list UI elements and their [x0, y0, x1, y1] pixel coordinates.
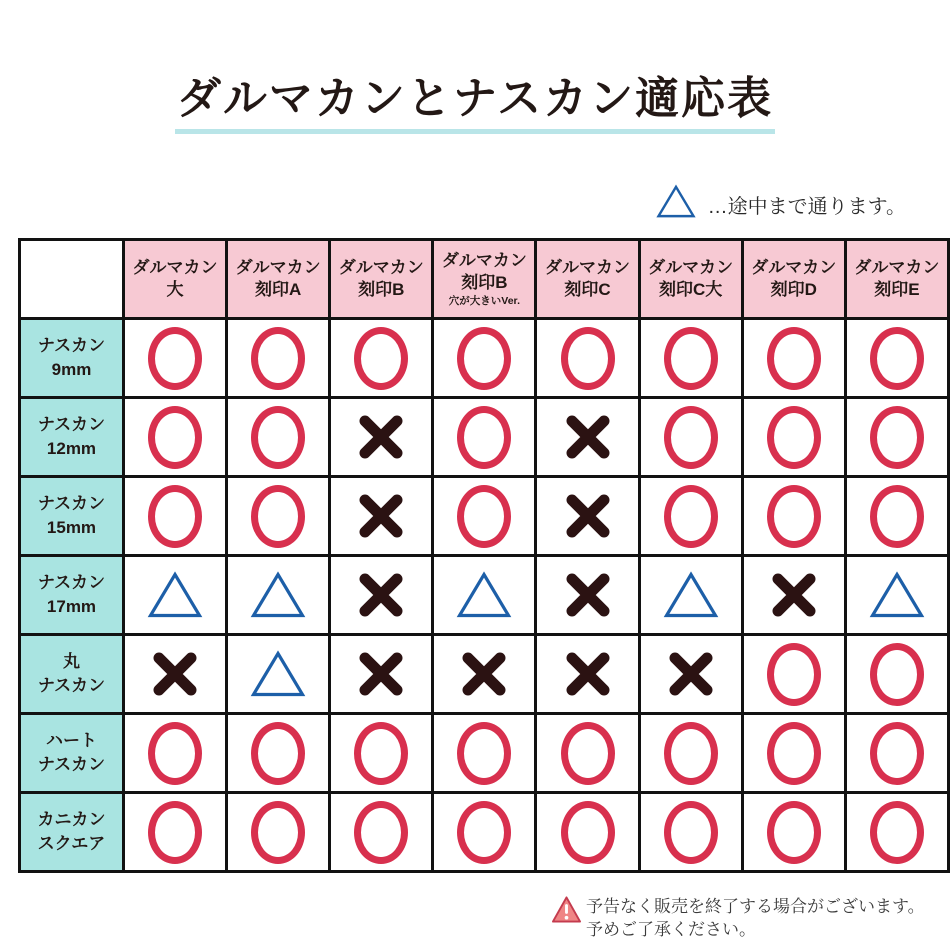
cell-triangle: [227, 635, 330, 714]
triangle-symbol: [250, 571, 306, 619]
cross-symbol: [147, 646, 203, 702]
cell-circle: [330, 793, 433, 872]
cross-symbol: [560, 488, 616, 544]
circle-symbol: [767, 406, 821, 469]
circle-symbol: [251, 801, 305, 864]
cross-symbol: [766, 567, 822, 623]
row-header: ナスカン 17mm: [20, 556, 124, 635]
row-header: ハート ナスカン: [20, 714, 124, 793]
cell-circle: [742, 714, 845, 793]
circle-symbol: [767, 485, 821, 548]
circle-symbol: [148, 406, 202, 469]
footer-text: [586, 895, 925, 942]
circle-symbol: [148, 801, 202, 864]
cell-triangle: [227, 556, 330, 635]
footer-line1: 予告なく販売を終了する場合がございます。: [586, 897, 925, 916]
cell-cross: [639, 635, 742, 714]
circle-symbol: [354, 722, 408, 785]
row-header: ナスカン 15mm: [20, 477, 124, 556]
circle-symbol: [354, 327, 408, 390]
cross-symbol: [560, 567, 616, 623]
circle-symbol: [561, 801, 615, 864]
cell-circle: [845, 477, 948, 556]
cell-cross: [536, 556, 639, 635]
cell-cross: [433, 635, 536, 714]
cell-circle: [123, 793, 226, 872]
circle-symbol: [251, 722, 305, 785]
cell-circle: [536, 319, 639, 398]
cell-circle: [123, 398, 226, 477]
cell-circle: [433, 398, 536, 477]
cell-circle: [845, 714, 948, 793]
circle-symbol: [148, 722, 202, 785]
cell-circle: [742, 398, 845, 477]
circle-symbol: [457, 801, 511, 864]
column-header: ダルマカン 刻印A: [227, 240, 330, 319]
cross-symbol: [560, 646, 616, 702]
cell-circle: [227, 714, 330, 793]
column-header: ダルマカン 刻印B: [330, 240, 433, 319]
cell-circle: [536, 714, 639, 793]
table-row: [20, 714, 949, 793]
circle-symbol: [664, 485, 718, 548]
cell-circle: [123, 714, 226, 793]
cell-circle: [639, 398, 742, 477]
warning-icon: [551, 895, 582, 929]
cell-circle: [639, 793, 742, 872]
cell-circle: [742, 635, 845, 714]
circle-symbol: [457, 406, 511, 469]
row-header: ナスカン 9mm: [20, 319, 124, 398]
corner-cell: [20, 240, 124, 319]
row-header: ナスカン 12mm: [20, 398, 124, 477]
cell-circle: [227, 398, 330, 477]
table-row: [20, 319, 949, 398]
cell-circle: [639, 714, 742, 793]
cross-symbol: [663, 646, 719, 702]
footer-line2: 予めご了承ください。: [586, 920, 756, 940]
circle-symbol: [664, 801, 718, 864]
cell-circle: [433, 319, 536, 398]
cell-cross: [330, 398, 433, 477]
circle-symbol: [870, 485, 924, 548]
cell-triangle: [433, 556, 536, 635]
cell-circle: [536, 793, 639, 872]
table-row: [20, 635, 949, 714]
circle-symbol: [251, 406, 305, 469]
column-header: ダルマカン 刻印C大: [639, 240, 742, 319]
triangle-symbol: [147, 571, 203, 619]
column-header: ダルマカン 刻印B 穴が大きいVer.: [433, 240, 536, 319]
circle-symbol: [251, 327, 305, 390]
cell-cross: [123, 635, 226, 714]
cell-circle: [742, 319, 845, 398]
cell-circle: [433, 477, 536, 556]
cell-triangle: [845, 556, 948, 635]
cell-circle: [433, 793, 536, 872]
circle-symbol: [870, 643, 924, 706]
cell-circle: [845, 793, 948, 872]
triangle-symbol: [456, 571, 512, 619]
circle-symbol: [664, 722, 718, 785]
circle-symbol: [664, 406, 718, 469]
cell-circle: [742, 793, 845, 872]
triangle-symbol: [663, 571, 719, 619]
circle-symbol: [870, 722, 924, 785]
cross-symbol: [456, 646, 512, 702]
column-header: ダルマカン 刻印E: [845, 240, 948, 319]
cross-symbol: [353, 646, 409, 702]
column-header: ダルマカン 刻印D: [742, 240, 845, 319]
cell-circle: [639, 477, 742, 556]
column-header-note: 穴が大きいVer.: [448, 294, 520, 307]
legend-text: …途中まで通ります。: [707, 195, 906, 218]
circle-symbol: [457, 485, 511, 548]
circle-symbol: [767, 801, 821, 864]
table-row: [20, 793, 949, 872]
circle-symbol: [561, 327, 615, 390]
circle-symbol: [664, 327, 718, 390]
cell-circle: [330, 319, 433, 398]
title-bar: [0, 62, 950, 134]
page-title: ダルマカンとナスカン適応表: [175, 62, 775, 134]
table-row: [20, 477, 949, 556]
cell-cross: [330, 556, 433, 635]
cell-circle: [742, 477, 845, 556]
cell-circle: [433, 714, 536, 793]
circle-symbol: [561, 722, 615, 785]
cell-circle: [227, 793, 330, 872]
cross-symbol: [353, 488, 409, 544]
cell-circle: [845, 635, 948, 714]
cross-symbol: [353, 567, 409, 623]
circle-symbol: [870, 406, 924, 469]
circle-symbol: [354, 801, 408, 864]
cell-circle: [227, 319, 330, 398]
triangle-symbol: [250, 650, 306, 698]
cell-cross: [330, 477, 433, 556]
circle-symbol: [870, 801, 924, 864]
cell-cross: [742, 556, 845, 635]
footer-note: [551, 895, 925, 942]
cell-circle: [330, 714, 433, 793]
cross-symbol: [560, 409, 616, 465]
circle-symbol: [767, 722, 821, 785]
cell-triangle: [639, 556, 742, 635]
table-row: [20, 556, 949, 635]
cell-circle: [845, 398, 948, 477]
circle-symbol: [148, 327, 202, 390]
circle-symbol: [457, 327, 511, 390]
legend: [656, 184, 906, 224]
column-header: ダルマカン 大: [123, 240, 226, 319]
header-row: [20, 240, 949, 319]
cell-circle: [227, 477, 330, 556]
circle-symbol: [767, 643, 821, 706]
circle-symbol: [767, 327, 821, 390]
cell-cross: [536, 635, 639, 714]
circle-symbol: [870, 327, 924, 390]
compatibility-table: [18, 238, 950, 873]
circle-symbol: [457, 722, 511, 785]
cell-cross: [536, 398, 639, 477]
table-row: [20, 398, 949, 477]
triangle-symbol: [869, 571, 925, 619]
row-header: 丸 ナスカン: [20, 635, 124, 714]
cell-triangle: [123, 556, 226, 635]
triangle-icon: [656, 184, 696, 224]
column-header: ダルマカン 刻印C: [536, 240, 639, 319]
cell-cross: [330, 635, 433, 714]
cell-circle: [639, 319, 742, 398]
cell-circle: [845, 319, 948, 398]
cell-circle: [123, 319, 226, 398]
circle-symbol: [251, 485, 305, 548]
row-header: カニカン スクエア: [20, 793, 124, 872]
cross-symbol: [353, 409, 409, 465]
circle-symbol: [148, 485, 202, 548]
cell-circle: [123, 477, 226, 556]
cell-cross: [536, 477, 639, 556]
